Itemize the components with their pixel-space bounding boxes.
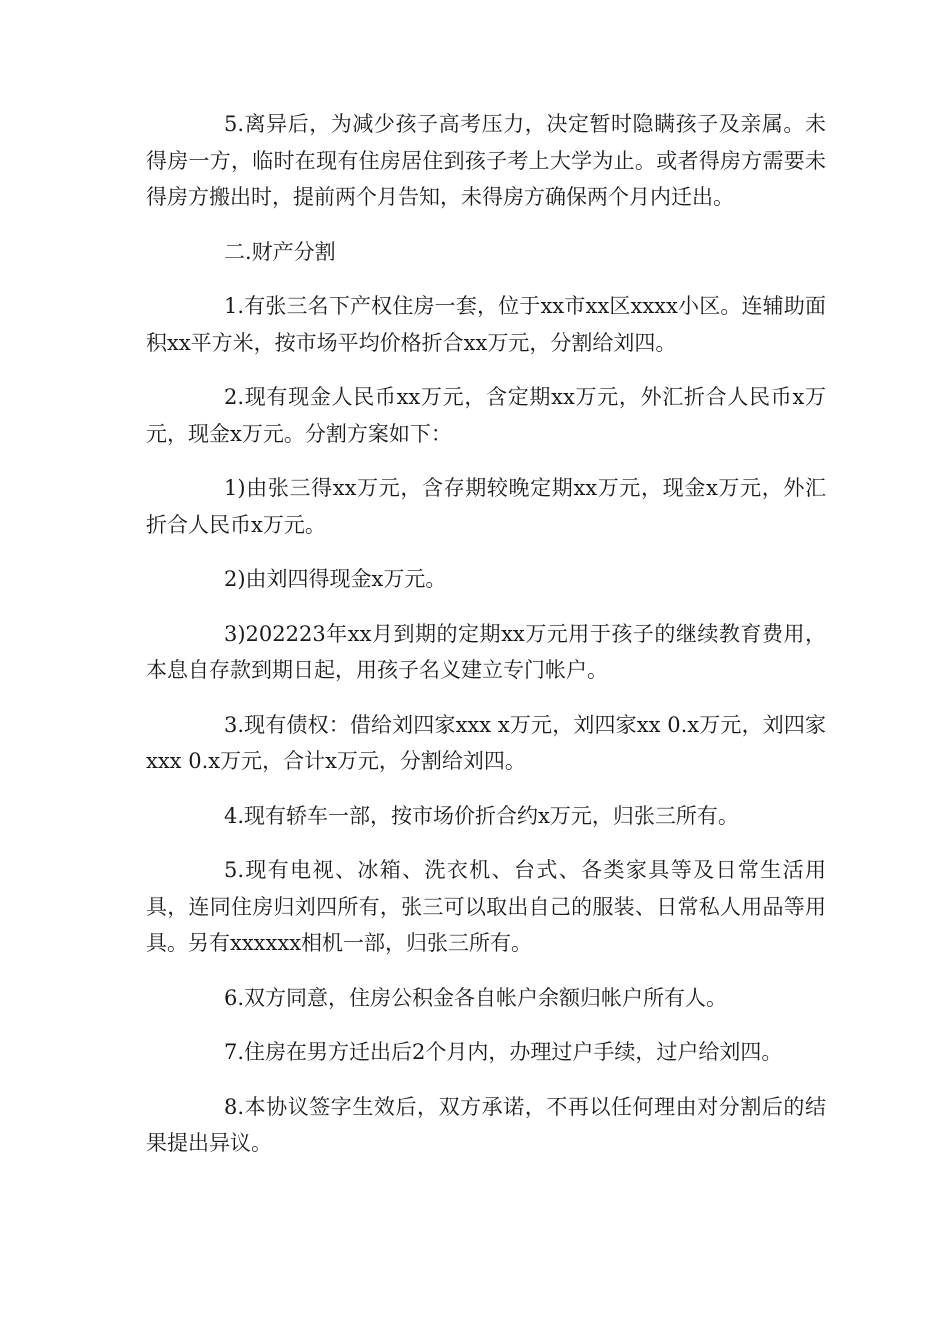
paragraph-item-1-house: 1.有张三名下产权住房一套，位于xx市xx区xxxx小区。连辅助面积xx平方米，按市场平均价格折合xx万元，分割给刘四。 <box>146 294 826 355</box>
paragraph-item-8-commitment: 8.本协议签字生效后，双方承诺，不再以任何理由对分割后的结果提出异议。 <box>146 1094 826 1155</box>
paragraph-item-4-car: 4.现有轿车一部，按市场价折合约x万元，归张三所有。 <box>224 803 739 828</box>
paragraph-item-3-claims: 3.现有债权：借给刘四家xxx x万元，刘四家xx 0.x万元，刘四家xxx 0.x万元，合计x万元，分割给刘四。 <box>146 712 826 773</box>
section-heading-property-division: 二.财产分割 <box>224 239 336 264</box>
paragraph-item-2-cash: 2.现有现金人民币xx万元，含定期xx万元，外汇折合人民币x万元，现金x万元。分割方案如下： <box>146 385 826 446</box>
paragraph-item-6-fund: 6.双方同意，住房公积金各自帐户余额归帐户所有人。 <box>224 985 728 1010</box>
paragraph-subitem-2-liusi: 2)由刘四得现金x万元。 <box>224 567 447 591</box>
paragraph-item-7-transfer: 7.住房在男方迁出后2个月内，办理过户手续，过户给刘四。 <box>224 1040 783 1064</box>
paragraph-clause-5-separation: 5.离异后，为减少孩子高考压力，决定暂时隐瞒孩子及亲属。未得房一方，临时在现有住房居住到孩子考上大学为止。或者得房方需要未得房方搬出时，提前两个月告知，未得房方确保两个月内迁出。 <box>146 112 826 209</box>
document-body <box>146 106 826 1180</box>
paragraph-item-5-appliances: 5.现有电视、冰箱、洗衣机、台式、各类家具等及日常生活用具，连同住房归刘四所有，张三可以取出自己的服装、日常私人用品等用具。另有xxxxxx相机一部，归张三所有。 <box>146 858 826 955</box>
paragraph-subitem-3-education: 3)202223年xx月到期的定期xx万元用于孩子的继续教育费用，本息自存款到期日起，用孩子名义建立专门帐户。 <box>146 621 826 682</box>
paragraph-subitem-1-zhangsan: 1)由张三得xx万元，含存期较晚定期xx万元，现金x万元，外汇折合人民币x万元。 <box>146 476 826 537</box>
